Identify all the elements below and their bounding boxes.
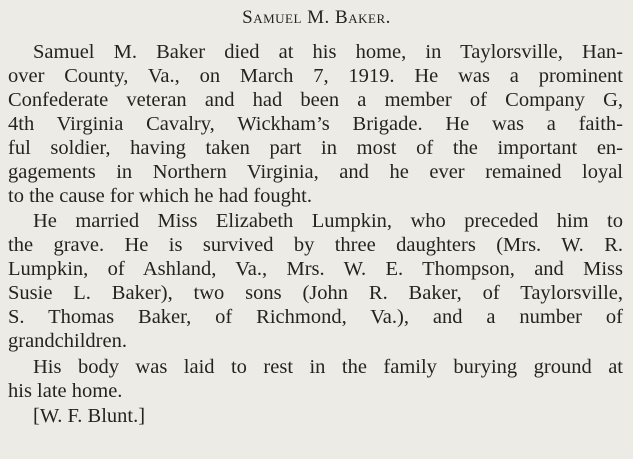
- text-line-13: grandchildren.: [8, 330, 127, 352]
- text-line-3: Confederate veteran and had been a member of Company G,: [8, 89, 623, 111]
- text-line-2: over County, Va., on March 7, 1919. He was a prominent: [8, 65, 623, 87]
- text-line-11: Susie L. Baker), two sons (John R. Baker, of Taylorsville,: [8, 282, 623, 304]
- author-signature: [W. F. Blunt.]: [33, 405, 146, 427]
- text-line-8: He married Miss Elizabeth Lumpkin, who preceded him to: [33, 210, 623, 232]
- text-line-5: ful soldier, having taken part in most of the important en-: [8, 137, 623, 159]
- text-line-7: to the cause for which he had fought.: [8, 185, 312, 207]
- text-line-6: gagements in Northern Virginia, and he ever remained loyal: [8, 161, 623, 183]
- text-line-12: S. Thomas Baker, of Richmond, Va.), and a number of: [8, 306, 623, 328]
- article-title: Samuel M. Baker.: [242, 7, 391, 28]
- text-line-15: his late home.: [8, 380, 123, 402]
- text-line-9: the grave. He is survived by three daughters (Mrs. W. R.: [8, 234, 623, 256]
- text-line-1: Samuel M. Baker died at his home, in Taylorsville, Han-: [33, 41, 623, 63]
- text-line-14: His body was laid to rest in the family burying ground at: [33, 356, 623, 378]
- text-line-10: Lumpkin, of Ashland, Va., Mrs. W. E. Thompson, and Miss: [8, 258, 623, 280]
- text-line-4: 4th Virginia Cavalry, Wickham’s Brigade. He was a faith-: [8, 113, 623, 135]
